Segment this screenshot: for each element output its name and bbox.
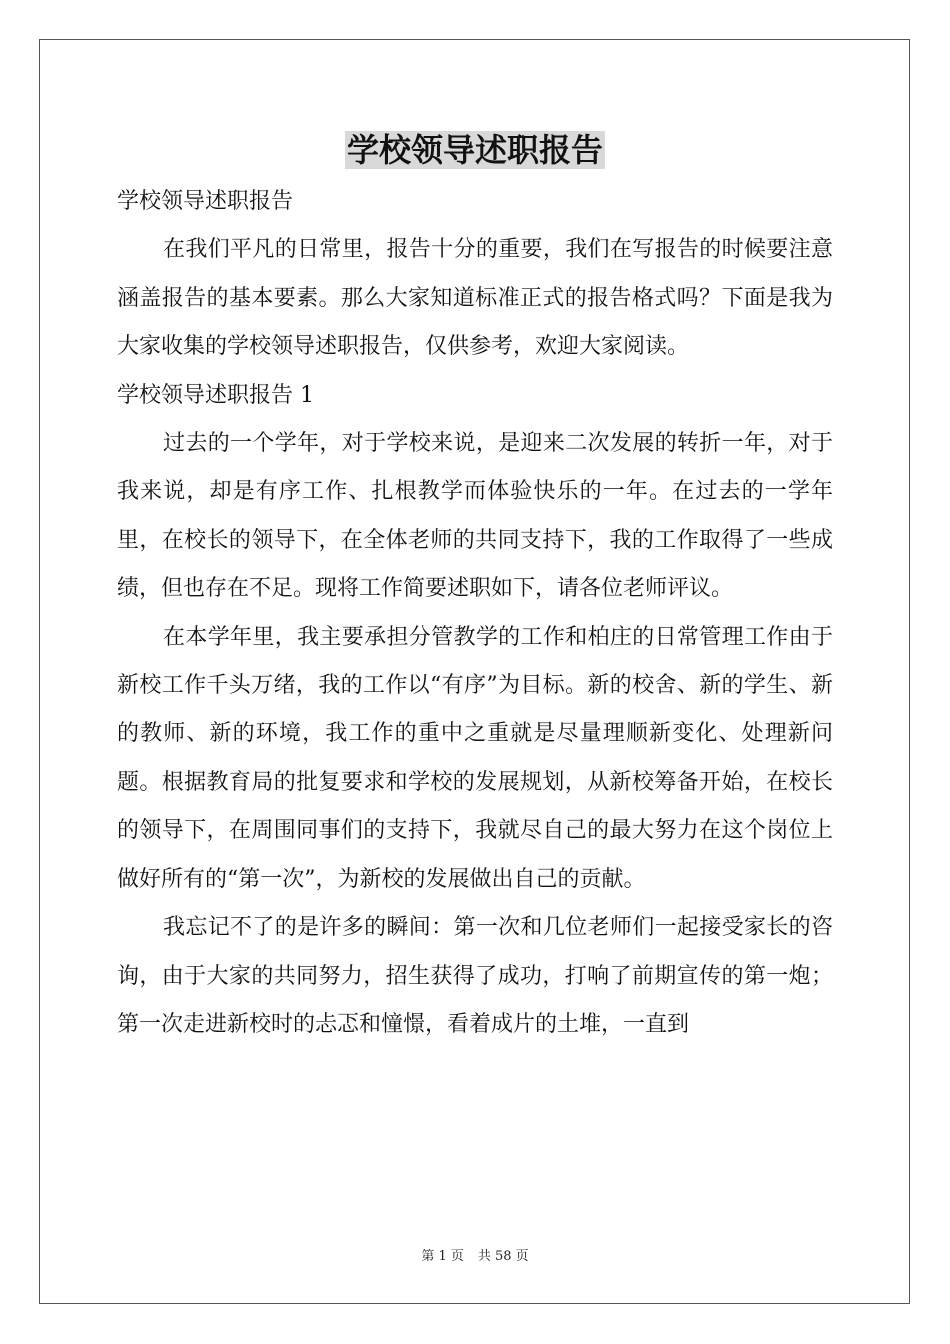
document-title-text: 学校领导述职报告 xyxy=(346,131,603,169)
body-paragraph-1: 过去的一个学年，对于学校来说，是迎来二次发展的转折一年，对于我来说，却是有序工作、扎根教学而体验快乐的一年。在过去的一学年里，在校长的领导下，在全体老师的共同支持下，我的工作取得了一些成绩，但也存在不足。现将工作简要述职如下，请各位老师评议。 xyxy=(117,431,833,602)
page-number: 第 1 页 xyxy=(421,1249,464,1264)
document-subtitle: 学校领导述职报告 xyxy=(117,189,294,214)
document-title xyxy=(0,128,950,172)
page-footer xyxy=(0,1248,950,1266)
body-paragraph-3: 我忘记不了的是许多的瞬间：第一次和几位老师们一起接受家长的咨询，由于大家的共同努力，招生获得了成功，打响了前期宣传的第一炮；第一次走进新校时的忐忑和憧憬，看着成片的土堆，一直到 xyxy=(117,915,833,1037)
document-body xyxy=(117,178,833,1049)
total-pages: 共 58 页 xyxy=(477,1249,529,1264)
section-heading: 学校领导述职报告 1 xyxy=(117,382,314,408)
intro-paragraph: 在我们平凡的日常里，报告十分的重要，我们在写报告的时候要注意涵盖报告的基本要素。那么大家知道标准正式的报告格式吗？下面是我为大家收集的学校领导述职报告，仅供参考，欢迎大家阅读。 xyxy=(117,237,833,360)
body-paragraph-2: 在本学年里，我主要承担分管教学的工作和柏庄的日常管理工作由于新校工作千头万绪，我的工作以“有序”为目标。新的校舍、新的学生、新的教师、新的环境，我工作的重中之重就是尽量理顺新变化、处理新问题。根据教育局的批复要求和学校的发展规划，从新校筹备开始，在校长的领导下，在周围同事们的支持下，我就尽自己的最大努力在这个岗位上做好所有的“第一次”，为新校的发展做出自己的贡献。 xyxy=(117,624,833,892)
